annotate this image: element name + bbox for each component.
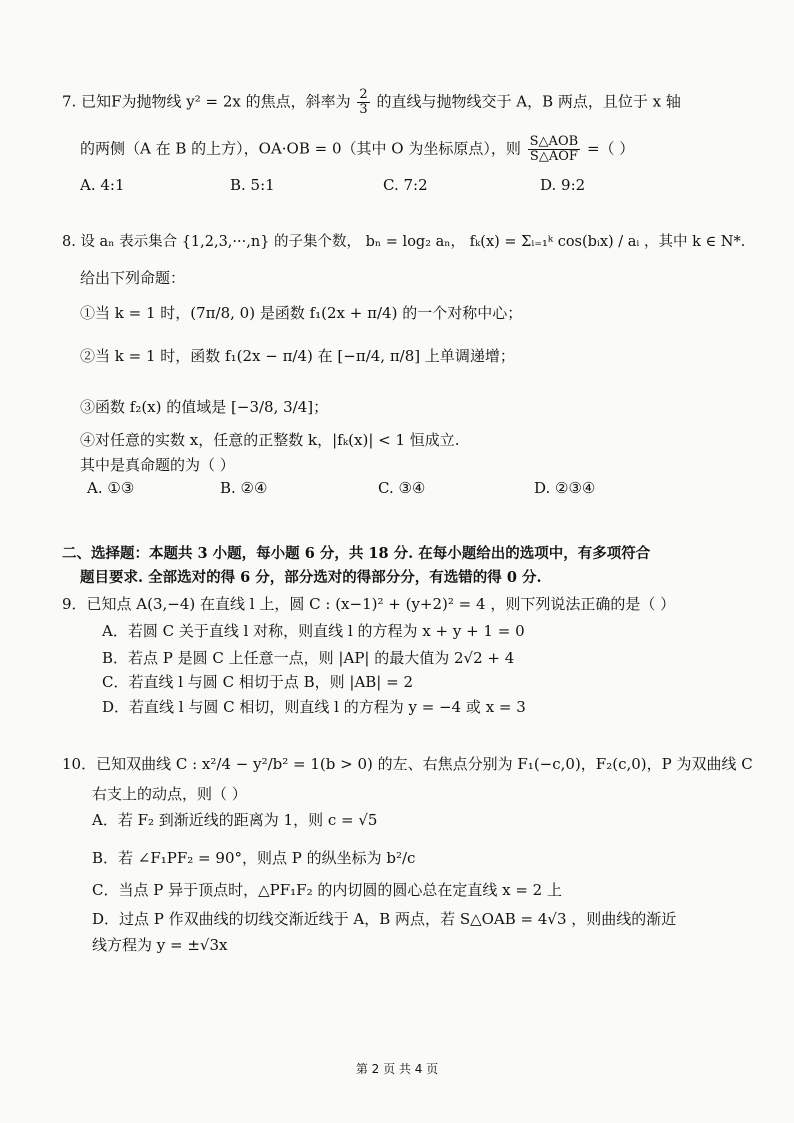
q10-option-d2: 线方程为 y = ±√3x bbox=[92, 936, 228, 954]
q7-text-a: 7. 已知F为抛物线 y² = 2x 的焦点，斜率为 bbox=[62, 92, 351, 111]
q7-option-d: D. 9:2 bbox=[540, 176, 586, 194]
q10-stem1: 10．已知双曲线 C : x²/4 − y²/b² = 1(b > 0) 的左、右焦点分别为 F₁(−c,0)，F₂(c,0)，P 为双曲线 C bbox=[62, 755, 753, 773]
q10-option-b: B．若 ∠F₁PF₂ = 90°，则点 P 的纵坐标为 b²/c bbox=[92, 849, 416, 867]
q9-option-a: A．若圆 C 关于直线 l 对称，则直线 l 的方程为 x + y + 1 = 0 bbox=[102, 622, 525, 640]
q8-prop4: ④对任意的实数 x，任意的正整数 k，|fₖ(x)| < 1 恒成立. bbox=[80, 431, 460, 449]
q8-question: 其中是真命题的为（ ） bbox=[80, 456, 235, 474]
q8-line2: 给出下列命题： bbox=[80, 269, 186, 287]
q8-prop1: ①当 k = 1 时，(7π/8, 0) 是函数 f₁(2x + π/4) 的一个对称中心； bbox=[80, 304, 523, 322]
section2-header: 二、选择题：本题共 3 小题，每小题 6 分，共 18 分. 在每小题给出的选项中，有多项符合 bbox=[62, 545, 651, 562]
q7-option-a: A. 4:1 bbox=[80, 176, 125, 194]
q7-slope-fraction bbox=[357, 88, 369, 117]
q9-option-c: C．若直线 l 与圆 C 相切于点 B，则 |AB| = 2 bbox=[102, 673, 413, 691]
q7-text-c: 的两侧（A 在 B 的上方），OA·OB = 0（其中 O 为坐标原点），则 bbox=[80, 139, 521, 158]
q8-option-b: B. ②④ bbox=[220, 479, 268, 497]
q7-option-c: C. 7:2 bbox=[383, 176, 428, 194]
q7-ratio-num: S△AOB bbox=[529, 134, 579, 149]
q8-option-a: A. ①③ bbox=[87, 479, 135, 497]
page-footer: 第 2 页 共 4 页 bbox=[355, 1062, 439, 1076]
q10-option-d1: D．过点 P 作双曲线的切线交渐近线于 A，B 两点，若 S△OAB = 4√3 ，则曲线的渐近 bbox=[92, 910, 677, 928]
q7-text-d: =（ ） bbox=[586, 139, 635, 158]
q7-option-b: B. 5:1 bbox=[230, 176, 275, 194]
q9-option-b: B．若点 P 是圆 C 上任意一点，则 |AP| 的最大值为 2√2 + 4 bbox=[102, 649, 515, 667]
q7-text-b: 的直线与抛物线交于 A，B 两点，且位于 x 轴 bbox=[376, 92, 681, 111]
q8-option-d: D. ②③④ bbox=[534, 479, 596, 497]
q9-option-d: D．若直线 l 与圆 C 相切，则直线 l 的方程为 y = −4 或 x = 3 bbox=[102, 698, 526, 716]
q7-ratio-den: S△AOF bbox=[529, 149, 578, 164]
q9-stem: 9．已知点 A(3,−4) 在直线 l 上，圆 C : (x−1)² + (y+2)² = 4 ，则下列说法正确的是（ ） bbox=[62, 595, 676, 613]
q8-option-c: C. ③④ bbox=[378, 479, 426, 497]
q10-stem2: 右支上的动点，则（ ） bbox=[92, 785, 247, 803]
q8-line1: 8. 设 aₙ 表示集合 {1,2,3,···,n} 的子集个数， bₙ = log₂ aₙ， fₖ(x) = Σᵢ₌₁ᵏ cos(bᵢx) / aᵢ ，其中 k ∈ N*. bbox=[62, 234, 746, 250]
q10-option-c: C．当点 P 异于顶点时，△PF₁F₂ 的内切圆的圆心总在定直线 x = 2 上 bbox=[92, 881, 562, 899]
q8-prop2: ②当 k = 1 时，函数 f₁(2x − π/4) 在 [−π/4, π/8] 上单调递增； bbox=[80, 347, 515, 365]
q7-slope-den: 3 bbox=[359, 102, 368, 117]
q8-prop3: ③函数 f₂(x) 的值域是 [−3/8, 3/4]； bbox=[80, 398, 329, 416]
q7-slope-num: 2 bbox=[359, 87, 368, 102]
q7-line2 bbox=[80, 135, 634, 164]
q7-line1 bbox=[62, 88, 681, 117]
q10-option-a: A．若 F₂ 到渐近线的距离为 1，则 c = √5 bbox=[92, 811, 378, 829]
section2-instructions: 题目要求. 全部选对的得 6 分，部分选对的得部分分，有选错的得 0 分. bbox=[80, 569, 542, 586]
q7-area-ratio bbox=[528, 135, 581, 164]
